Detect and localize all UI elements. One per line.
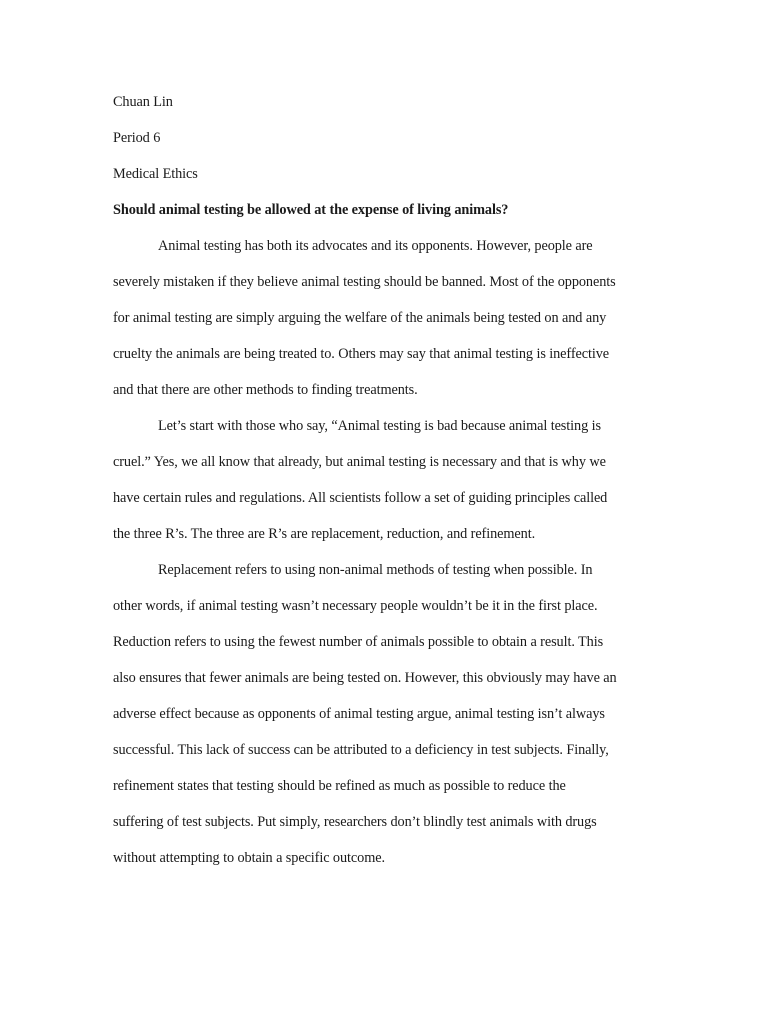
paragraph-line: successful. This lack of success can be attributed to a deficiency in test subjects. Finally, xyxy=(113,742,609,758)
paragraph-line: adverse effect because as opponents of animal testing argue, animal testing isn’t always xyxy=(113,706,605,722)
paragraph-line: Replacement refers to using non-animal methods of testing when possible. In xyxy=(158,562,593,578)
author-name: Chuan Lin xyxy=(113,94,173,110)
paragraph-2 xyxy=(113,417,658,561)
paragraph-line: suffering of test subjects. Put simply, researchers don’t blindly test animals with drugs xyxy=(113,814,597,830)
paragraph-line: and that there are other methods to finding treatments. xyxy=(113,382,418,398)
paragraph-line: Animal testing has both its advocates and its opponents. However, people are xyxy=(158,238,593,254)
paragraph-line: cruelty the animals are being treated to. Others may say that animal testing is ineffective xyxy=(113,346,610,362)
paragraph-line: Let’s start with those who say, “Animal testing is bad because animal testing is xyxy=(158,418,601,434)
paragraph-line: without attempting to obtain a specific outcome. xyxy=(113,850,385,866)
paragraph-line: refinement states that testing should be refined as much as possible to reduce the xyxy=(113,778,566,794)
paragraph-line: other words, if animal testing wasn’t necessary people wouldn’t be it in the first place. xyxy=(113,598,598,614)
essay-title: Should animal testing be allowed at the expense of living animals? xyxy=(113,202,509,218)
paragraph-1 xyxy=(113,237,658,417)
document-body xyxy=(113,93,658,885)
course-name: Medical Ethics xyxy=(113,166,198,182)
class-period: Period 6 xyxy=(113,130,161,146)
paragraph-3 xyxy=(113,561,658,885)
paragraph-line: severely mistaken if they believe animal testing should be banned. Most of the opponents xyxy=(113,274,616,290)
paragraph-line: cruel.” Yes, we all know that already, but animal testing is necessary and that is why we xyxy=(113,454,606,470)
paragraph-line: have certain rules and regulations. All scientists follow a set of guiding principles called xyxy=(113,490,608,506)
paragraph-line: Reduction refers to using the fewest number of animals possible to obtain a result. This xyxy=(113,634,604,650)
paragraph-line: for animal testing are simply arguing the welfare of the animals being tested on and any xyxy=(113,310,607,326)
paragraph-line: the three R’s. The three are R’s are replacement, reduction, and refinement. xyxy=(113,526,536,542)
paragraph-line: also ensures that fewer animals are being tested on. However, this obviously may have an xyxy=(113,670,617,686)
